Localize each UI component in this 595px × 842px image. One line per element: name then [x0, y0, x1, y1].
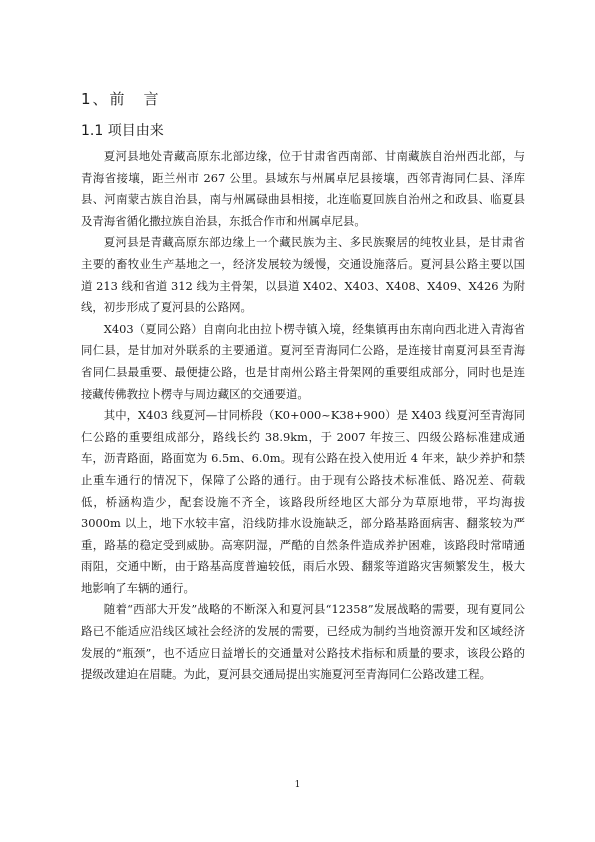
body-text — [81, 146, 525, 686]
paragraph-county-overview: 夏河县是青藏高原东部边缘上一个藏民族为主、多民族聚居的纯牧业县，是甘肃省主要的畜牧业生产基地之一，经济发展较为缓慢，交通设施落后。夏河县公路主要以国道 213 线和省道 312 线为主骨架，以县道 X402、X403、X408、X409、X426 为附线，初步形成了夏河县的公路网。 — [81, 235, 525, 315]
paragraph-location: 夏河县地处青藏高原东北部边缘，位于甘肃省西南部、甘南藏族自治州西北部，与青海省接壤，距兰州市 267 公里。县域东与州属卓尼县接壤，西邻青海同仁县、泽库县、河南蒙古族自治县，南与州属碌曲县相接，北连临夏回族自治州之和政县、临夏县及青海省循化撒拉族自治县，东抵合作市和州属卓尼县。 — [81, 149, 525, 228]
paragraph-x403-route: X403（夏同公路）自南向北由拉卜楞寺镇入境，经集镇再由东南向西北进入青海省同仁县，是甘加对外联系的主要通道。夏河至青海同仁公路，是连接甘南夏河县至青海省同仁县最重要、最便捷公路，也是甘南州公路主骨架网的重要组成部分，同时也是连接藏传佛教拉卜楞寺与周边藏区的交通要道。 — [81, 321, 525, 401]
paragraph-road-condition: 其中，X403 线夏河—甘同桥段（K0+000~K38+900）是 X403 线夏河至青海同仁公路的重要组成部分，路线长约 38.9km，于 2007 年按三、四级公路标准建成通车，沥青路面，路面宽为 6.5m、6.0m。现有公路在投入使用近 4 年来，缺少养护和禁止重车通行的情况下，保障了公路的通行。由于现有公路技术标准低、路况差、荷载低，桥涵构造少，配套设施不齐全，该路段所经地区大部分为草原地带，平均海拔 3000m 以上，地下水较丰富，沿线防排水设施缺乏，部分路基路面病害、翻浆较为严重，路基的稳定受到威胁。高寒阴湿，严酷的自然条件造成养护困难，该路段时常晴通雨阻，交通中断，由于路基高度普遍较低，雨后水毁、翻浆等道路灾害频繁发生，极大地影响了车辆的通行。 — [81, 408, 525, 595]
chapter-heading: 1、前 言 — [81, 90, 161, 108]
paragraph-project-need: 随着“西部大开发”战略的不断深入和夏河县“12358”发展战略的需要，现有夏同公路已不能适应沿线区域社会经济的发展的需要，已经成为制约当地资源开发和区域经济发展的“瓶颈”，也不适应日益增长的交通量对公路技术指标和质量的要求，该段公路的提级改建迫在眉睫。为此，夏河县交通局提出实施夏河至青海同仁公路改建工程。 — [81, 602, 525, 682]
page-number: 1 — [294, 780, 301, 790]
section-heading: 1.1 项目由来 — [81, 123, 164, 139]
